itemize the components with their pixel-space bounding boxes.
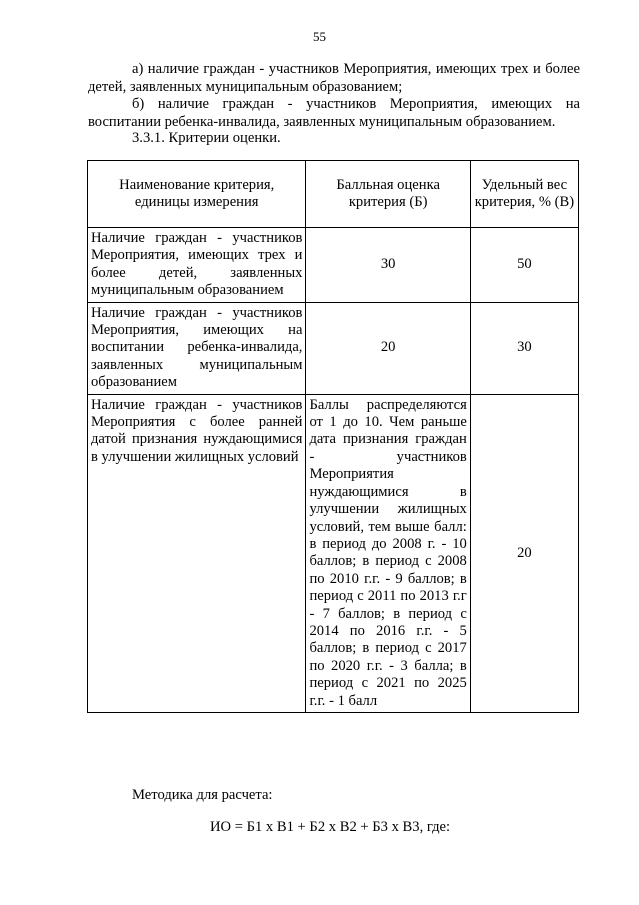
criterion-weight: 30 xyxy=(470,302,578,394)
criterion-name: Наличие граждан - участников Мероприятия, имеющих трех и более детей, заявленных муниципальным образованием xyxy=(88,228,306,303)
header-weight: Удельный вес критерия, % (В) xyxy=(470,161,578,228)
method-label: Методика для расчета: xyxy=(132,787,273,803)
criterion-name: Наличие граждан - участников Мероприятия с более ранней датой признания нуждающимися в улучшении жилищных условий xyxy=(88,394,306,712)
paragraph-a: а) наличие граждан - участников Мероприятия, имеющих трех и более детей, заявленных муниципальным образованием; xyxy=(88,61,580,95)
table-header-row xyxy=(88,161,579,228)
paragraph-b: б) наличие граждан - участников Мероприятия, имеющих на воспитании ребенка-инвалида, заявленных муниципальным образованием. xyxy=(88,96,580,130)
header-score: Балльная оценка критерия (Б) xyxy=(306,161,470,228)
criteria-table xyxy=(87,160,579,713)
table-row xyxy=(88,394,579,712)
page-number: 55 xyxy=(313,29,326,44)
section-heading: 3.3.1. Критерии оценки. xyxy=(132,130,281,146)
criterion-score: 20 xyxy=(306,302,470,394)
criterion-weight: 50 xyxy=(470,228,578,303)
table-row xyxy=(88,302,579,394)
criterion-score: 30 xyxy=(306,228,470,303)
header-criterion-name: Наименование критерия, единицы измерения xyxy=(88,161,306,228)
criterion-name: Наличие граждан - участников Мероприятия, имеющих на воспитании ребенка-инвалида, заявленных муниципальным образованием xyxy=(88,302,306,394)
criterion-score: Баллы распределяются от 1 до 10. Чем раньше дата признания граждан - участников Мероприятия нуждающимися в улучшении жилищных условий, тем выше балл: в период до 2008 г. - 10 баллов; в период с 2008 по 2010 г.г. - 9 баллов; в период с 2011 по 2013 г.г - 7 баллов; в период с 2014 по 2016 г.г. - 5 баллов; в период с 2017 по 2020 г.г. - 3 балла; в период с 2021 по 2025 г.г. - 1 балл xyxy=(306,394,470,712)
formula: ИО = Б1 х В1 + Б2 х В2 + Б3 х В3, где: xyxy=(210,819,451,835)
table-row xyxy=(88,228,579,303)
criterion-weight: 20 xyxy=(470,394,578,712)
